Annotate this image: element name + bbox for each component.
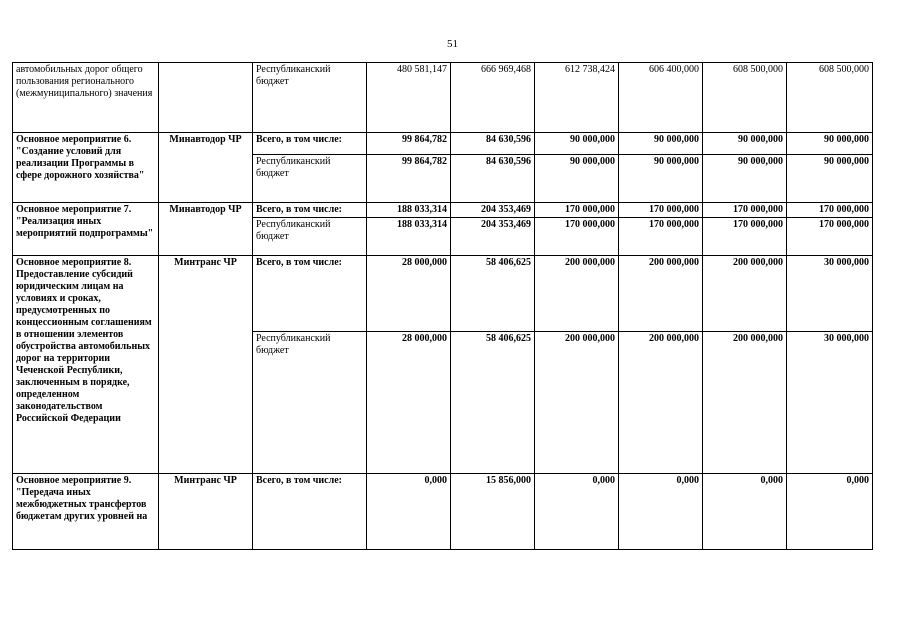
funding-source-cell: Республиканский бюджет xyxy=(253,332,367,474)
total-value-cell: 99 864,782 xyxy=(367,133,451,155)
table-row xyxy=(13,203,873,218)
table-row xyxy=(13,474,873,550)
measure-name-cell: Основное мероприятие 7. "Реализация иных мероприятий подпрограммы" xyxy=(13,203,159,256)
executor-cell xyxy=(159,63,253,133)
value-cell: 606 400,000 xyxy=(619,63,703,133)
total-value-cell: 200 000,000 xyxy=(535,256,619,332)
value-cell: 90 000,000 xyxy=(535,155,619,203)
funding-source-cell: Республиканский бюджет xyxy=(253,155,367,203)
budget-table xyxy=(12,62,873,550)
value-cell: 99 864,782 xyxy=(367,155,451,203)
total-value-cell: 0,000 xyxy=(787,474,873,550)
total-label-cell: Всего, в том числе: xyxy=(253,474,367,550)
value-cell: 90 000,000 xyxy=(703,155,787,203)
table-row xyxy=(13,63,873,133)
executor-cell: Минавтодор ЧР xyxy=(159,203,253,256)
value-cell: 90 000,000 xyxy=(787,155,873,203)
value-cell: 90 000,000 xyxy=(619,155,703,203)
total-label-cell: Всего, в том числе: xyxy=(253,203,367,218)
total-value-cell: 204 353,469 xyxy=(451,203,535,218)
value-cell: 170 000,000 xyxy=(535,218,619,256)
total-value-cell: 84 630,596 xyxy=(451,133,535,155)
value-cell: 200 000,000 xyxy=(703,332,787,474)
total-value-cell: 200 000,000 xyxy=(619,256,703,332)
value-cell: 204 353,469 xyxy=(451,218,535,256)
value-cell: 608 500,000 xyxy=(703,63,787,133)
value-cell: 170 000,000 xyxy=(787,218,873,256)
total-value-cell: 0,000 xyxy=(619,474,703,550)
value-cell: 200 000,000 xyxy=(619,332,703,474)
value-cell: 28 000,000 xyxy=(367,332,451,474)
total-value-cell: 188 033,314 xyxy=(367,203,451,218)
value-cell: 84 630,596 xyxy=(451,155,535,203)
funding-source-cell: Республиканский бюджет xyxy=(253,63,367,133)
total-value-cell: 90 000,000 xyxy=(619,133,703,155)
total-label-cell: Всего, в том числе: xyxy=(253,133,367,155)
total-value-cell: 170 000,000 xyxy=(787,203,873,218)
value-cell: 200 000,000 xyxy=(535,332,619,474)
value-cell: 170 000,000 xyxy=(619,218,703,256)
total-value-cell: 90 000,000 xyxy=(787,133,873,155)
executor-cell: Минтранс ЧР xyxy=(159,474,253,550)
total-value-cell: 170 000,000 xyxy=(619,203,703,218)
measure-name-cell: Основное мероприятие 6. "Создание условий для реализации Программы в сфере дорожного хозяйства" xyxy=(13,133,159,203)
value-cell: 170 000,000 xyxy=(703,218,787,256)
value-cell: 608 500,000 xyxy=(787,63,873,133)
value-cell: 58 406,625 xyxy=(451,332,535,474)
total-value-cell: 90 000,000 xyxy=(535,133,619,155)
total-value-cell: 90 000,000 xyxy=(703,133,787,155)
measure-name-cell: Основное мероприятие 9. "Передача иных межбюджетных трансфертов бюджетам других уровней на xyxy=(13,474,159,550)
total-value-cell: 0,000 xyxy=(535,474,619,550)
total-value-cell: 30 000,000 xyxy=(787,256,873,332)
value-cell: 480 581,147 xyxy=(367,63,451,133)
total-value-cell: 170 000,000 xyxy=(703,203,787,218)
total-value-cell: 58 406,625 xyxy=(451,256,535,332)
value-cell: 30 000,000 xyxy=(787,332,873,474)
total-value-cell: 170 000,000 xyxy=(535,203,619,218)
funding-source-cell: Республиканский бюджет xyxy=(253,218,367,256)
executor-cell: Минтранс ЧР xyxy=(159,256,253,474)
total-value-cell: 0,000 xyxy=(367,474,451,550)
measure-name-cell: автомобильных дорог общего пользования регионального (межмуниципального) значения xyxy=(13,63,159,133)
total-value-cell: 0,000 xyxy=(703,474,787,550)
value-cell: 666 969,468 xyxy=(451,63,535,133)
total-value-cell: 15 856,000 xyxy=(451,474,535,550)
executor-cell: Минавтодор ЧР xyxy=(159,133,253,203)
table-row xyxy=(13,256,873,332)
measure-name-cell: Основное мероприятие 8. Предоставление субсидий юридическим лицам на условиях и сроках, предусмотренных по концессионным соглашениям в отношении элементов обустройства автомобильных дорог на территории Чеченской Республики, заключенным в порядке, определенном законодательством Российской Федерации xyxy=(13,256,159,474)
total-value-cell: 28 000,000 xyxy=(367,256,451,332)
value-cell: 188 033,314 xyxy=(367,218,451,256)
total-value-cell: 200 000,000 xyxy=(703,256,787,332)
value-cell: 612 738,424 xyxy=(535,63,619,133)
table-row xyxy=(13,133,873,155)
page-number: 51 xyxy=(447,38,458,50)
total-label-cell: Всего, в том числе: xyxy=(253,256,367,332)
